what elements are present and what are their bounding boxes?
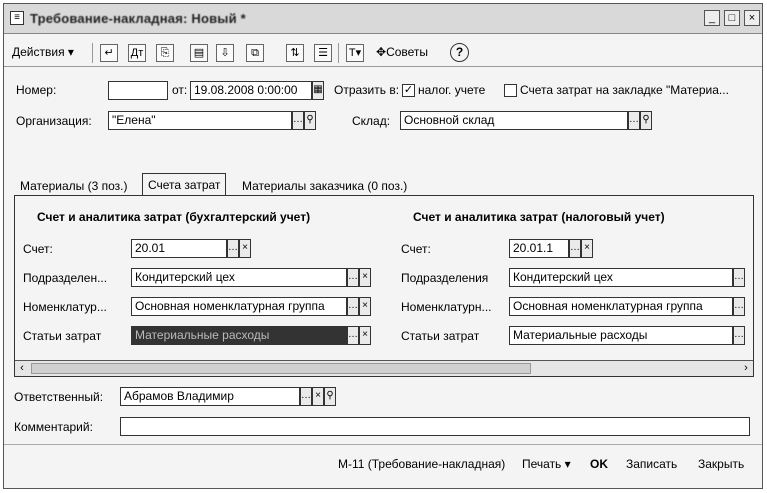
search-icon[interactable]: ⚲	[304, 111, 316, 130]
close-button[interactable]: Закрыть	[698, 457, 745, 471]
clear-icon[interactable]: ×	[239, 239, 251, 258]
calendar-icon[interactable]: ▦	[312, 81, 324, 100]
document-window	[3, 3, 763, 489]
advice-icon: ✥	[376, 45, 387, 59]
movements-icon[interactable]: Дт	[128, 44, 146, 62]
clear-icon[interactable]: ×	[312, 387, 324, 406]
cost-accounts-checkbox[interactable]	[504, 84, 517, 97]
bottom-bar	[4, 444, 762, 488]
tax-accounting-checkbox[interactable]: ✓	[403, 84, 414, 96]
ok-button[interactable]: OK	[590, 457, 608, 471]
number-input[interactable]	[108, 81, 168, 100]
toolbar-separator	[92, 43, 93, 63]
accounting-account-label: Счет:	[23, 242, 53, 256]
tab-materials[interactable]: Материалы (3 поз.)	[20, 179, 128, 193]
tab-customer-materials[interactable]: Материалы заказчика (0 поз.)	[242, 179, 408, 193]
horizontal-scrollbar[interactable]	[15, 360, 753, 376]
copy-icon[interactable]: ⎘	[156, 44, 174, 62]
help-button[interactable]: ?	[450, 43, 469, 62]
accounting-cost-items-input[interactable]: Материальные расходы	[131, 326, 347, 345]
tax-division-input[interactable]: Кондитерский цех	[509, 268, 733, 287]
responsible-label: Ответственный:	[14, 390, 104, 404]
select-button[interactable]: …	[347, 297, 359, 316]
chevron-down-icon: ▾	[67, 45, 74, 59]
reflect-label: Отразить в:	[334, 83, 400, 97]
text-style-icon[interactable]: T▾	[346, 44, 364, 62]
print-menu[interactable]	[522, 457, 571, 471]
select-button[interactable]: …	[292, 111, 304, 130]
comment-input[interactable]	[120, 417, 750, 436]
chevron-right-icon[interactable]: ›	[744, 362, 748, 374]
advice-button[interactable]	[376, 45, 428, 59]
toolbar	[4, 37, 762, 67]
date-input[interactable]: 19.08.2008 0:00:00	[190, 81, 312, 100]
window-title: Требование-накладная: Новый *	[30, 11, 246, 26]
tax-accounting-label: налог. учете	[418, 83, 486, 97]
actions-menu[interactable]	[12, 45, 74, 59]
date-from-label: от:	[172, 83, 188, 97]
scrollbar-thumb[interactable]	[31, 363, 531, 374]
tax-account-input[interactable]: 20.01.1	[509, 239, 569, 258]
report-icon[interactable]: ☰	[314, 44, 332, 62]
maximize-button[interactable]: □	[724, 10, 740, 26]
accounting-cost-items-label: Статьи затрат	[23, 329, 102, 343]
select-button[interactable]: …	[733, 268, 745, 287]
accounting-division-label: Подразделен...	[23, 271, 108, 285]
tax-cost-items-input[interactable]: Материальные расходы	[509, 326, 733, 345]
tab-cost-accounts[interactable]: Счета затрат	[142, 173, 226, 197]
accounting-nomenclature-label: Номенклатур...	[23, 300, 107, 314]
select-button[interactable]: …	[347, 268, 359, 287]
tax-account-label: Счет:	[401, 242, 431, 256]
warehouse-input[interactable]: Основной склад	[400, 111, 628, 130]
tax-nomenclature-input[interactable]: Основная номенклатурная группа	[509, 297, 733, 316]
print-label: Печать	[522, 457, 562, 471]
select-button[interactable]: …	[733, 297, 745, 316]
clear-icon[interactable]: ×	[581, 239, 593, 258]
select-button[interactable]: …	[628, 111, 640, 130]
search-icon[interactable]: ⚲	[640, 111, 652, 130]
toolbar-separator	[338, 43, 339, 63]
structure-icon[interactable]: ⇅	[286, 44, 304, 62]
actions-label: Действия	[12, 45, 65, 59]
based-on-icon[interactable]: ⧉	[246, 44, 264, 62]
select-icon[interactable]: ⇩	[216, 44, 234, 62]
cost-accounts-label: Счета затрат на закладке "Материа...	[520, 83, 729, 97]
comment-label: Комментарий:	[14, 420, 93, 434]
select-button[interactable]: …	[347, 326, 359, 345]
title-bar	[4, 4, 762, 34]
document-icon: ≡	[10, 11, 24, 25]
select-button[interactable]: …	[569, 239, 581, 258]
advice-label: Советы	[386, 45, 429, 59]
accounting-nomenclature-input[interactable]: Основная номенклатурная группа	[131, 297, 347, 316]
clear-icon[interactable]: ×	[359, 297, 371, 316]
select-button[interactable]: …	[733, 326, 745, 345]
tax-cost-items-label: Статьи затрат	[401, 329, 480, 343]
select-button[interactable]: …	[227, 239, 239, 258]
select-button[interactable]: …	[300, 387, 312, 406]
warehouse-label: Склад:	[352, 114, 391, 128]
search-icon[interactable]: ⚲	[324, 387, 336, 406]
clear-icon[interactable]: ×	[359, 326, 371, 345]
organization-input[interactable]: "Елена"	[108, 111, 292, 130]
clear-icon[interactable]: ×	[359, 268, 371, 287]
close-window-button[interactable]: ×	[744, 10, 760, 26]
save-button[interactable]: Записать	[626, 457, 678, 471]
number-label: Номер:	[16, 83, 57, 97]
responsible-input[interactable]: Абрамов Владимир	[120, 387, 300, 406]
print-form-link[interactable]: М-11 (Требование-накладная)	[338, 457, 506, 471]
cost-accounts-panel	[14, 195, 754, 377]
organization-label: Организация:	[16, 114, 92, 128]
minimize-button[interactable]: _	[704, 10, 720, 26]
accounting-account-input[interactable]: 20.01	[131, 239, 227, 258]
tax-nomenclature-label: Номенклатурн...	[401, 300, 492, 314]
fill-icon[interactable]: ▤	[190, 44, 208, 62]
post-document-icon[interactable]: ↵	[100, 44, 118, 62]
accounting-division-input[interactable]: Кондитерский цех	[131, 268, 347, 287]
chevron-down-icon: ▾	[561, 457, 571, 471]
tax-division-label: Подразделения	[401, 271, 489, 285]
tax-section-title: Счет и аналитика затрат (налоговый учет)	[413, 210, 665, 224]
chevron-left-icon[interactable]: ‹	[20, 362, 24, 374]
accounting-section-title: Счет и аналитика затрат (бухгалтерский учет)	[37, 210, 311, 224]
